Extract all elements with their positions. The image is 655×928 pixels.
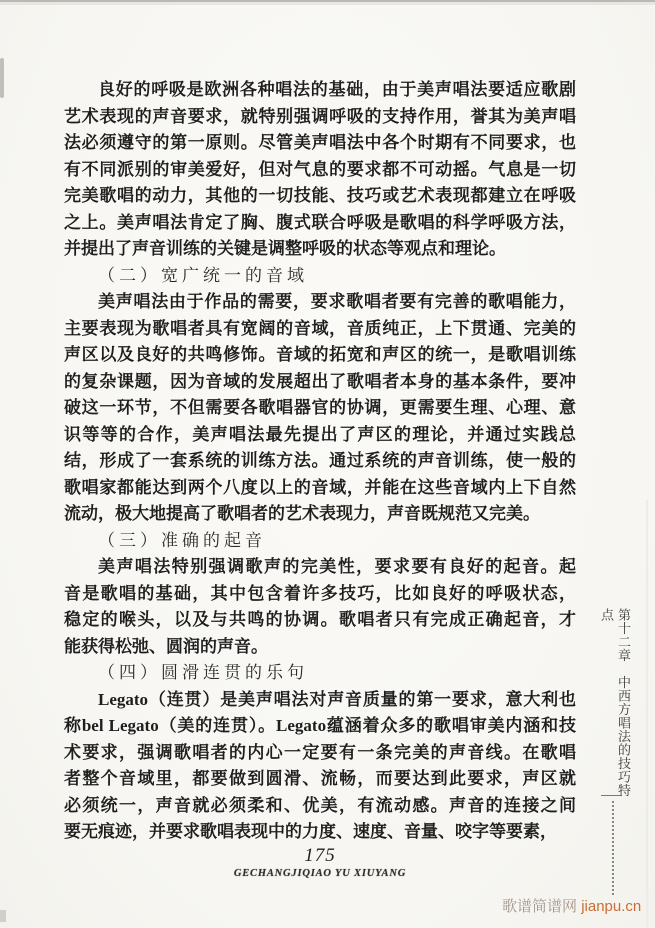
text-line: 要无痕迹，并要求歌唱表现中的力度、速度、音量、咬字等要素， [64,822,557,841]
scan-edge-artifact [0,58,4,98]
text-line: 良好的呼吸是欧洲各种唱法的基础，由于美声唱法要适应歌剧 [98,80,576,99]
watermark-site-url: jianpu.cn [581,898,642,915]
paragraph-block [64,77,576,263]
text-line: 完美歌唱的动力，其他的一切技能、技巧或艺术表现都建立在呼吸 [64,186,576,205]
section-heading: （二）宽广统一的音域 [98,265,308,285]
text-line: 能获得松弛、圆润的声音。 [64,636,268,656]
page-footer [64,845,576,880]
chapter-title-underline [601,795,622,796]
text-line: 识等等的合作，美声唱法最先提出了声区的理论，并通过实践总 [64,424,576,444]
text-line: 法必须遵守的第一原则。尽管美声唱法中各个时期有不同要求，也 [64,133,576,152]
paragraph-block [64,687,576,846]
text-line: Legato（连贯）是美声唱法对声音质量的第一要求，意大利也 [98,689,576,709]
text-line: 声区以及良好的共鸣修饰。音域的拓宽和声区的统一，是歌唱训练 [64,345,576,364]
text-line: 破这一环节，不但需要各歌唱器官的协调，更需要生理、心理、意 [64,398,576,417]
text-line: 美声唱法特别强调歌声的完美性，要求要有良好的起音。起 [98,557,576,576]
scan-edge-artifact [0,2,655,5]
section-heading-block [64,528,576,555]
scan-edge-artifact [646,500,648,928]
text-line: 有不同派别的审美爱好，但对气息的要求都不可动摇。气息是一切 [64,159,576,179]
text-line: 的复杂课题，因为音域的发展超出了歌唱者本身的基本条件，要冲 [64,371,576,391]
text-line: 者整个音域里，都要做到圆滑、流畅，而要达到此要求，声区就 [64,769,576,788]
text-line: 之上。美声唱法肯定了胸、腹式联合呼吸是歌唱的科学呼吸方法， [64,212,576,232]
chapter-title-vertical: 第十二章 中西方唱法的技巧特点 [599,608,631,797]
section-heading-block [64,660,576,687]
scan-edge-artifact [0,910,6,922]
section-heading-block [64,263,576,290]
text-line: 歌唱家都能达到两个八度以上的音域，并能在这些音域内上下自然 [64,477,576,497]
text-line: 结，形成了一套系统的训练方法。通过系统的声音训练，使一般的 [64,451,576,470]
section-heading: （三）准确的起音 [98,530,266,550]
site-watermark [502,897,641,917]
text-line: 稳定的喉头，以及与共鸣的协调。歌唱者只有完成正确起音，才 [64,610,576,629]
text-line: 音是歌唱的基础，其中包含着许多技巧，比如良好的呼吸状态， [64,583,576,603]
text-line: 并提出了声音训练的关键是调整呼吸的状态等观点和理论。 [64,239,506,258]
text-line: 称bel Legato（美的连贯）。Legato蕴涵着众多的歌唱审美内涵和技 [64,716,576,735]
paragraph-block [64,289,576,528]
chapter-title-dotted-leader [612,801,614,895]
body-text [64,77,576,846]
paragraph-block [64,554,576,660]
text-line: 流动，极大地提高了歌唱者的艺术表现力，声音既规范又完美。 [64,504,540,523]
book-imprint: GECHANGJIQIAO YU XIUYANG [233,868,407,879]
text-line: 术要求，强调歌唱者的内心一定要有一条完美的声音线。在歌唱 [64,742,576,762]
section-heading: （四）圆滑连贯的乐句 [98,663,308,682]
text-line: 美声唱法由于作品的需要，要求歌唱者要有完善的歌唱能力， [98,292,576,311]
text-line: 主要表现为歌唱者具有宽阔的音域，音质纯正，上下贯通、完美的 [64,318,576,338]
text-line: 艺术表现的声音要求，就特别强调呼吸的支持作用，誉其为美声唱 [64,106,576,126]
watermark-site-name: 歌谱简谱网 [502,898,578,915]
text-line: 必须统一，声音就必须柔和、优美，有流动感。声音的连接之间 [64,795,576,815]
page-number: 175 [304,845,336,866]
